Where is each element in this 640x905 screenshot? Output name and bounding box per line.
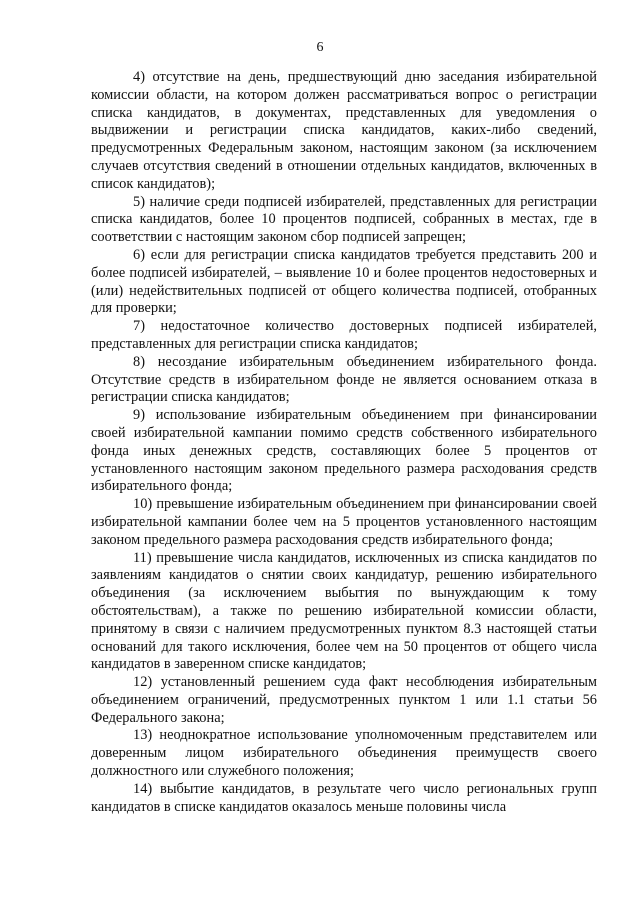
paragraph-item-13: 13) неоднократное использование уполномоченным представителем или доверенным лицом избирательного объединения преимуществ своего должностного или служебного положения; <box>91 727 597 780</box>
paragraph-item-10: 10) превышение избирательным объединением при финансировании своей избирательной кампании более чем на 5 процентов установленного настоящим законом предельного размера расходования средств избирательного фонда; <box>91 496 597 548</box>
paragraph-item-7: 7) недостаточное количество достоверных подписей избирателей, представленных для регистрации списка кандидатов; <box>91 318 597 352</box>
paragraph-item-6: 6) если для регистрации списка кандидатов требуется представить 200 и более подписей избирателей, – выявление 10 и более процентов недостоверных и (или) недействительных подписей от общего количества подписей, отобранных для проверки; <box>91 246 597 317</box>
document-body <box>91 69 597 816</box>
paragraph-item-4: 4) отсутствие на день, предшествующий дню заседания избирательной комиссии области, на котором должен рассматриваться вопрос о регистрации списка кандидатов, в документах, представленных для уведомления о выдвижении и регистрации списка кандидатов, каких-либо сведений, предусмотренных Федеральным законом, настоящим законом (за исключением случаев отсутствия сведений в отношении отдельных кандидатов, включенных в список кандидатов); <box>91 69 597 192</box>
paragraph-item-8: 8) несоздание избирательным объединением избирательного фонда. Отсутствие средств в избирательном фонде не является основанием отказа в регистрации списка кандидатов; <box>91 353 597 406</box>
paragraph-item-11: 11) превышение числа кандидатов, исключенных из списка кандидатов по заявлениям кандидатов о снятии своих кандидатур, решению избирательного объединения (за исключением выбытия по вынуждающим к тому обстоятельствам), а также по решению избирательной комиссии области, принятому в связи с наличием предусмотренных пунктом 8.3 настоящей статьи оснований для такого исключения, более чем на 50 процентов от общего числа кандидатов в заверенном списке кандидатов; <box>91 549 597 673</box>
paragraph-item-5: 5) наличие среди подписей избирателей, представленных для регистрации списка кандидатов, более 10 процентов подписей, собранных в местах, где в соответствии с настоящим законом сбор подписей запрещен; <box>91 193 597 246</box>
paragraph-item-12: 12) установленный решением суда факт несоблюдения избирательным объединением ограничений, предусмотренных пунктом 1 или 1.1 статьи 56 Федерального закона; <box>91 674 597 726</box>
page-number: 6 <box>316 40 324 55</box>
paragraph-item-14: 14) выбытие кандидатов, в результате чего число региональных групп кандидатов в списке кандидатов оказалось меньше половины числа <box>91 780 597 815</box>
paragraph-item-9: 9) использование избирательным объединением при финансировании своей избирательной кампании помимо средств собственного избирательного фонда иных денежных средств, составляющих более 5 процентов от установленного настоящим законом предельного размера расходования средств избирательного фонда; <box>91 407 597 495</box>
